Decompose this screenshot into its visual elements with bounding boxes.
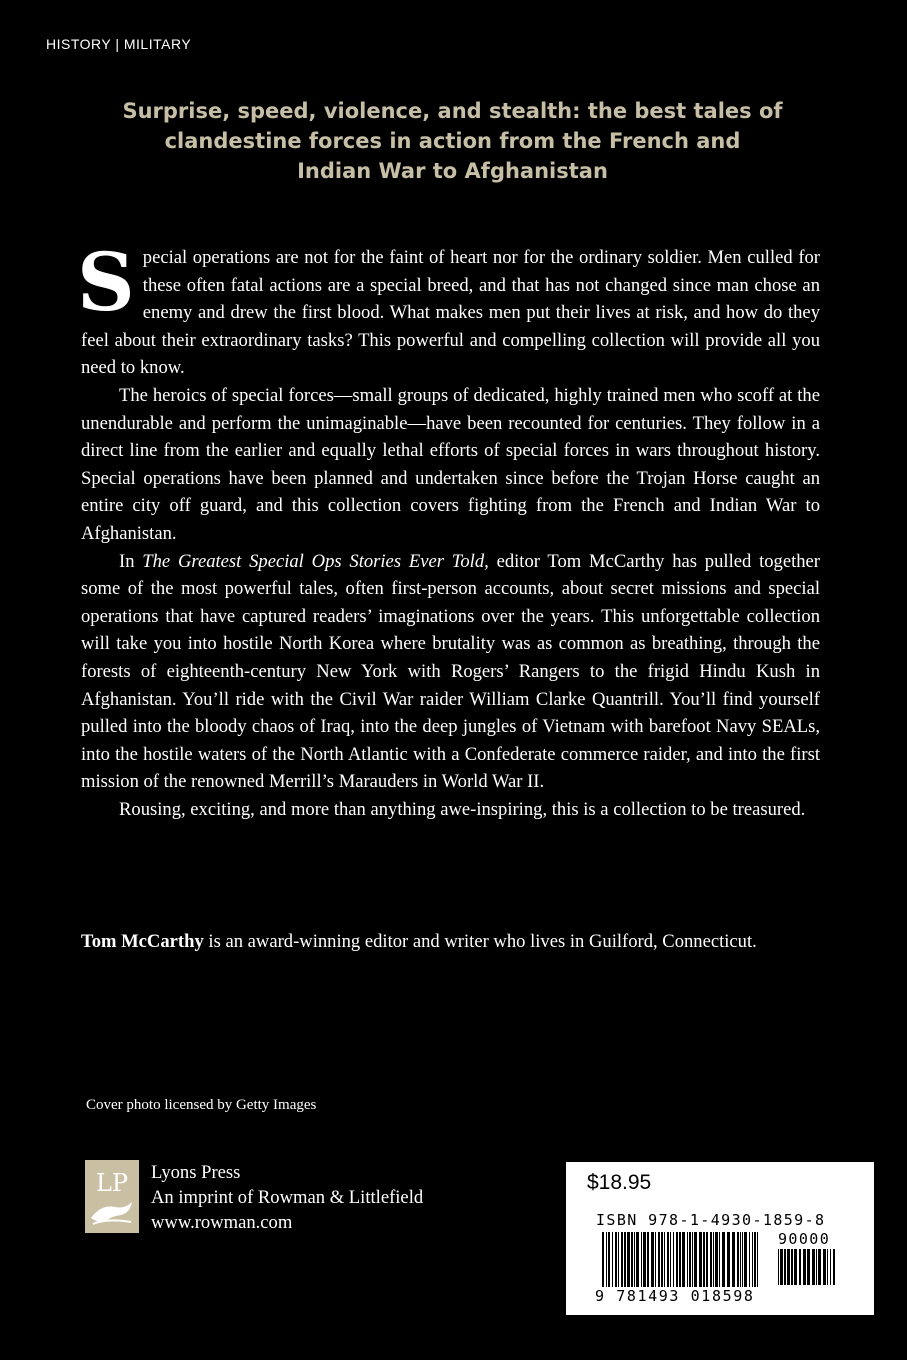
author-bio (81, 928, 841, 955)
paragraph-text: pecial operations are not for the faint of heart nor for the ordinary soldier. Men culled for these often fatal actions are a special breed, and that has not changed since man chose an enemy and drew the first blood. What makes men put their lives at risk, and how do they feel about their extraordinary tasks? This powerful and compelling collection will provide all you need to know. (81, 247, 820, 379)
tagline-line: Indian War to Afghanistan (297, 159, 608, 183)
lyons-press-logo-icon (85, 1160, 139, 1233)
category-label: HISTORY | MILITARY (46, 36, 192, 52)
description-paragraph (81, 548, 820, 796)
barcode-digits: 9 781493 018598 (595, 1287, 755, 1305)
book-title: The Greatest Special Ops Stories Ever Told, (142, 550, 489, 572)
photo-credit: Cover photo licensed by Getty Images (86, 1097, 317, 1113)
description-paragraph (77, 235, 820, 382)
isbn-text: ISBN 978-1-4930-1859-8 (596, 1211, 826, 1229)
publisher-logo (85, 1160, 139, 1233)
paragraph-text: In (119, 550, 135, 572)
publisher-name: Lyons Press (151, 1162, 241, 1183)
barcode-label (566, 1162, 874, 1315)
publisher-info (151, 1160, 423, 1235)
addon-code: 90000 (778, 1230, 831, 1248)
description-paragraph: The heroics of special forces—small groups of dedicated, highly trained men who scoff at the unendurable and perform the unimaginable—have been recounted for centuries. They follow in a direct line from the earlier and equally lethal efforts of special forces in wars throughout history. Special operations have been planned and undertaken since before the Trojan Horse caught an entire city off guard, and this collection covers fighting from the French and Indian War to Afghanistan. (81, 384, 820, 544)
description-paragraph: Rousing, exciting, and more than anything awe-inspiring, this is a collection to be treasured. (119, 798, 806, 820)
addon-barcode-icon (778, 1249, 838, 1285)
price: $18.95 (587, 1171, 652, 1194)
publisher-website: www.rowman.com (151, 1212, 293, 1233)
drop-cap: S (77, 235, 135, 329)
tagline-line: clandestine forces in action from the French and (164, 129, 741, 153)
bio-text: is an award-winning editor and writer who lives in Guilford, Connecticut. (208, 931, 757, 952)
tagline (80, 96, 825, 186)
author-name: Tom McCarthy (81, 931, 204, 952)
publisher-imprint: An imprint of Rowman & Littlefield (151, 1187, 424, 1208)
paragraph-text: editor Tom McCarthy has pulled together some of the most powerful tales, often first-person accounts, about secret missions and special operations that have captured readers’ imaginations over the years. This unforgettable collection will take you into hostile North Korea where brutality was as common as breathing, through the forests of eighteenth-century New York with Rogers’ Rangers to the frigid Hindu Kush in Afghanistan. You’ll ride with the Civil War raider William Clarke Quantrill. You’ll find yourself pulled into the bloody chaos of Iraq, into the deep jungles of Vietnam with barefoot Navy SEALs, into the hostile waters of the North Atlantic with a Confederate commerce raider, and into the first mission of the renowned Merrill’s Marauders in World War II. (81, 550, 820, 793)
ean-barcode-icon (602, 1232, 762, 1287)
description (77, 235, 820, 823)
tagline-line: Surprise, speed, violence, and stealth: the best tales of (122, 99, 783, 123)
logo-text: LP (95, 1169, 129, 1197)
